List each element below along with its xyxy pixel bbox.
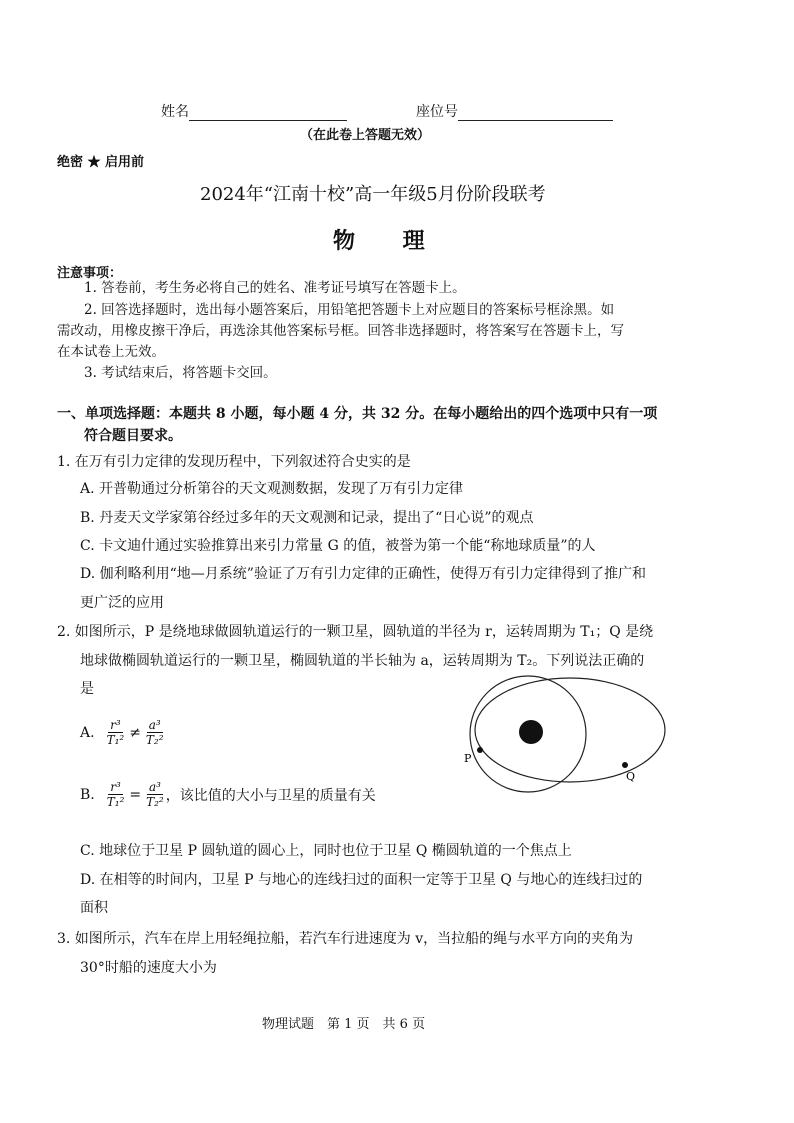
equal-sign: = <box>129 786 142 803</box>
notes-item-2-line-1: 2. 回答选择题时，选出每小题答案后，用铅笔把答题卡上对应题目的答案标号框涂黑。如 <box>84 302 615 318</box>
label-q: Q <box>626 770 636 783</box>
orbit-diagram <box>460 670 690 800</box>
fraction-r-t1 <box>105 718 127 747</box>
orbit-center <box>525 731 531 737</box>
secret-label: 绝密 ★ 启用前 <box>57 155 145 170</box>
q2-option-a <box>80 718 166 747</box>
name-blank <box>189 120 347 121</box>
satellite-p <box>477 747 483 753</box>
name-label: 姓名 <box>161 104 189 120</box>
q1-option-d-line-1: D. 伽利略利用“地—月系统”验证了万有引力定律的正确性，使得万有引力定律得到了推广和 <box>80 566 646 582</box>
seat-blank <box>458 120 613 121</box>
q2-stem-line-2: 地球做椭圆轨道运行的一颗卫星，椭圆轨道的半长轴为 a，运转周期为 T₂。下列说法正确的 <box>80 653 645 669</box>
fraction-denominator: T₂² <box>145 733 164 747</box>
q2-option-c: C. 地球位于卫星 P 圆轨道的圆心上，同时也位于卫星 Q 椭圆轨道的一个焦点上 <box>80 843 572 859</box>
notes-heading: 注意事项： <box>57 266 123 281</box>
seat-field <box>416 101 613 121</box>
fraction-numerator: r³ <box>110 718 121 732</box>
q1-option-a: A. 开普勒通过分析第谷的天文观测数据，发现了万有引力定律 <box>80 481 464 497</box>
q2-option-b <box>80 780 376 809</box>
page-footer: 物理试题 第 1 页 共 6 页 <box>262 1017 426 1032</box>
q1-option-c: C. 卡文迪什通过实验推算出来引力常量 G 的值，被誉为第一个能“称地球质量”的人 <box>80 538 596 554</box>
section-1-heading-cont: 符合题目要求。 <box>84 428 182 444</box>
q2-option-d-line-2: 面积 <box>80 900 108 916</box>
notes-item-2-line-3: 在本试卷上无效。 <box>57 344 165 360</box>
q3-stem-line-2: 30°时船的速度大小为 <box>80 960 217 976</box>
seat-label: 座位号 <box>416 104 458 120</box>
notes-item-3: 3. 考试结束后，将答题卡交回。 <box>84 365 277 381</box>
q3-stem-line-1: 3. 如图所示，汽车在岸上用轻绳拉船，若汽车行进速度为 v，当拉船的绳与水平方向的夹角为 <box>57 931 634 947</box>
fraction-a-t2 <box>144 718 166 747</box>
q2-stem-line-1: 2. 如图所示，P 是绕地球做圆轨道运行的一颗卫星，圆轨道的半径为 r，运转周期为 T₁；Q 是绕 <box>57 624 654 640</box>
name-field <box>161 101 347 121</box>
subject-title: 物 理 <box>333 228 445 254</box>
section-1-heading: 一、单项选择题：本题共 8 小题，每小题 4 分，共 32 分。在每小题给出的四个选项中只有一项 <box>57 406 658 422</box>
q2-option-d-line-1: D. 在相等的时间内，卫星 P 与地心的连线扫过的面积一定等于卫星 Q 与地心的连线扫过的 <box>80 872 643 888</box>
satellite-q <box>622 762 628 768</box>
fraction-numerator: a³ <box>148 780 161 794</box>
q2-option-b-tail: ，该比值的大小与卫星的质量有关 <box>165 787 376 804</box>
notes-item-1: 1. 答卷前，考生务必将自己的姓名、准考证号填写在答题卡上。 <box>84 280 466 296</box>
notes-item-2-line-2: 需改动，用橡皮擦干净后，再选涂其他答案标号框。回答非选择题时，将答案写在答题卡上，写 <box>57 323 624 339</box>
fraction-denominator: T₁² <box>106 795 125 809</box>
fraction-numerator: r³ <box>110 780 121 794</box>
label-p: P <box>464 752 472 765</box>
fraction-denominator: T₁² <box>106 733 125 747</box>
fraction-denominator: T₂² <box>146 795 164 809</box>
invalid-note: （在此卷上答题无效） <box>300 128 431 143</box>
exam-title: 2024年“江南十校”高一年级5月份阶段联考 <box>200 184 546 205</box>
fraction-a-t2 <box>144 780 166 809</box>
fraction-r-t1 <box>105 780 127 809</box>
q2-option-a-label: A. <box>80 724 95 741</box>
q2-option-b-label: B. <box>80 786 95 803</box>
q1-option-b: B. 丹麦天文学家第谷经过多年的天文观测和记录，提出了“日心说”的观点 <box>80 510 534 526</box>
q1-stem: 1. 在万有引力定律的发现历程中，下列叙述符合史实的是 <box>57 454 411 470</box>
q2-stem-line-3: 是 <box>80 681 94 697</box>
q1-option-d-line-2: 更广泛的应用 <box>80 595 164 611</box>
fraction-numerator: a³ <box>148 718 161 732</box>
earth-icon <box>519 720 543 744</box>
not-equal-sign: ≠ <box>129 724 141 741</box>
